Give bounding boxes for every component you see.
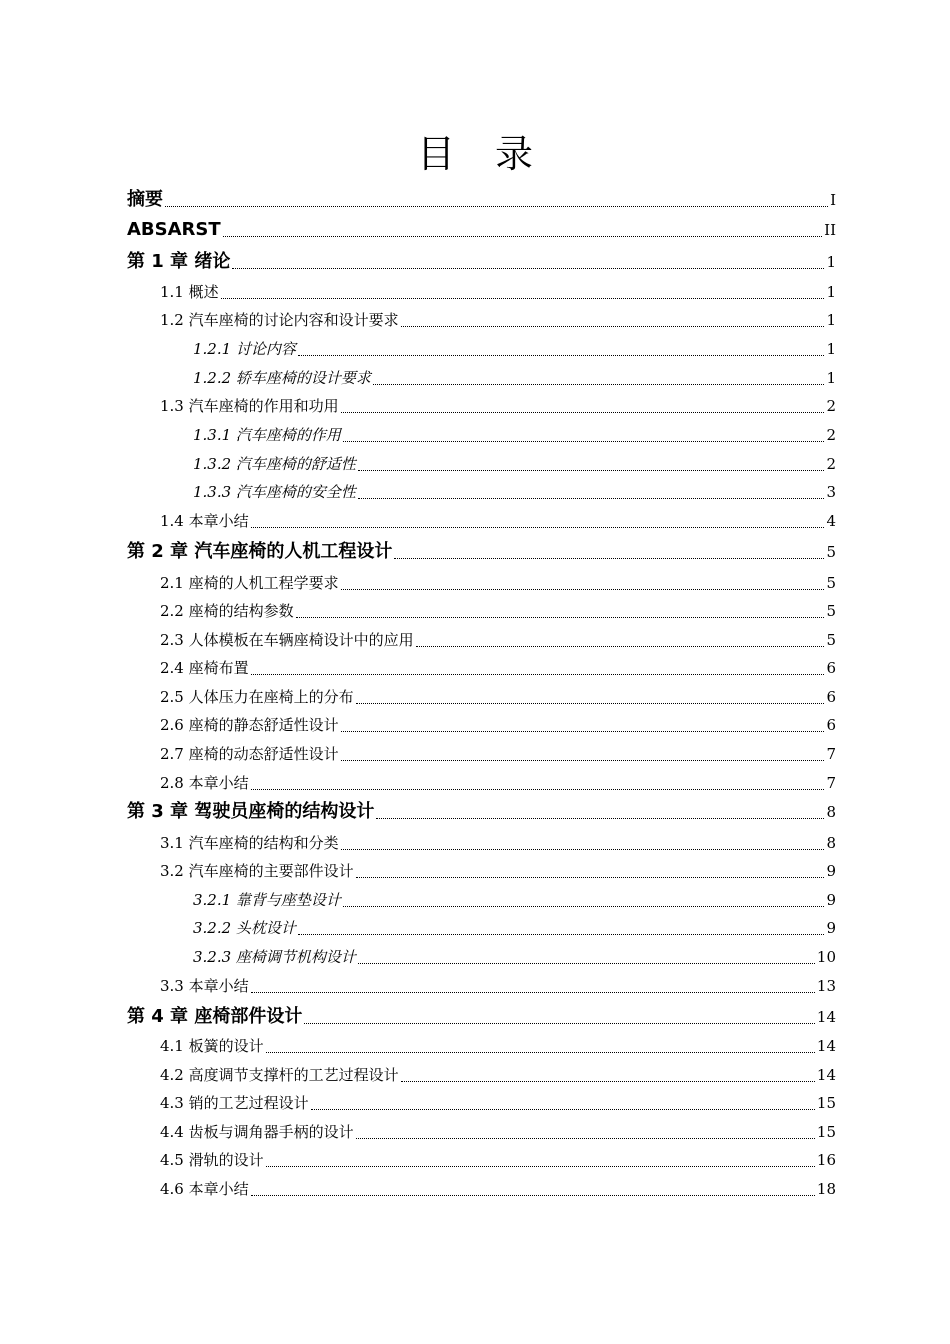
toc-entry-page-number: 9 xyxy=(826,891,836,909)
toc-entry-label: 2.3 人体模板在车辆座椅设计中的应用 xyxy=(160,631,414,649)
toc-entry[interactable] xyxy=(160,829,836,857)
toc-title: 目 录 xyxy=(416,132,548,176)
toc-entry-page-number: 6 xyxy=(826,659,836,677)
toc-entry-page-number: I xyxy=(830,191,836,209)
toc-entry-page-number: 1 xyxy=(826,340,836,358)
dot-leader xyxy=(356,1138,815,1139)
toc-entry-label: 3.2.1 靠背与座垫设计 xyxy=(193,891,341,909)
toc-entry[interactable] xyxy=(160,306,836,334)
toc-entry-page-number: 9 xyxy=(826,862,836,880)
dot-leader xyxy=(341,849,825,850)
toc-entry[interactable] xyxy=(193,450,836,478)
dot-leader xyxy=(223,236,822,237)
toc-entry[interactable] xyxy=(160,507,836,535)
toc-entry-page-number: II xyxy=(824,221,836,239)
toc-entry-label: 2.1 座椅的人机工程学要求 xyxy=(160,574,339,592)
toc-entry-page-number: 5 xyxy=(826,631,836,649)
toc-entry-label: 1.1 概述 xyxy=(160,283,219,301)
dot-leader xyxy=(266,1052,815,1053)
toc-entry[interactable] xyxy=(193,478,836,506)
toc-entry[interactable] xyxy=(193,364,836,392)
toc-entry[interactable] xyxy=(193,943,836,971)
toc-entry[interactable] xyxy=(160,972,836,1000)
dot-leader xyxy=(296,617,825,618)
toc-entry-label: 第 2 章 汽车座椅的人机工程设计 xyxy=(127,541,393,562)
toc-entry[interactable] xyxy=(127,216,836,244)
toc-entry-page-number: 13 xyxy=(816,977,836,995)
toc-entry-label: 4.3 销的工艺过程设计 xyxy=(160,1094,309,1112)
dot-leader xyxy=(401,1081,815,1082)
toc-entry[interactable] xyxy=(160,711,836,739)
toc-entry-label: 2.8 本章小结 xyxy=(160,774,249,792)
dot-leader xyxy=(298,355,825,356)
toc-entry-page-number: 18 xyxy=(816,1180,836,1198)
dot-leader xyxy=(298,934,825,935)
toc-entry[interactable] xyxy=(160,392,836,420)
toc-entry[interactable] xyxy=(160,1175,836,1203)
toc-entry[interactable] xyxy=(127,1003,836,1031)
dot-leader xyxy=(341,589,825,590)
toc-entry-page-number: 6 xyxy=(826,688,836,706)
toc-entry-label: 1.4 本章小结 xyxy=(160,512,249,530)
toc-entry-page-number: 5 xyxy=(826,543,836,561)
toc-entry-label: 3.2.2 头枕设计 xyxy=(193,919,296,937)
toc-entry[interactable] xyxy=(160,597,836,625)
toc-entry-label: 4.6 本章小结 xyxy=(160,1180,249,1198)
toc-entry-label: 1.3.2 汽车座椅的舒适性 xyxy=(193,455,356,473)
toc-entry-label: 4.4 齿板与调角器手柄的设计 xyxy=(160,1123,354,1141)
dot-leader xyxy=(251,789,825,790)
dot-leader xyxy=(394,558,824,559)
toc-entry[interactable] xyxy=(160,1118,836,1146)
toc-entry[interactable] xyxy=(127,248,836,276)
toc-entry-label: 1.3.3 汽车座椅的安全性 xyxy=(193,483,356,501)
dot-leader xyxy=(356,703,825,704)
dot-leader xyxy=(251,527,825,528)
dot-leader xyxy=(373,384,825,385)
toc-entry-label: 1.2.1 讨论内容 xyxy=(193,340,296,358)
dot-leader xyxy=(341,412,825,413)
toc-entry-page-number: 1 xyxy=(826,311,836,329)
dot-leader xyxy=(356,877,825,878)
dot-leader xyxy=(416,646,825,647)
dot-leader xyxy=(311,1109,815,1110)
dot-leader xyxy=(358,470,825,471)
toc-entry-page-number: 15 xyxy=(816,1123,836,1141)
toc-entry-label: 1.3 汽车座椅的作用和功用 xyxy=(160,397,339,415)
toc-entry-page-number: 6 xyxy=(826,716,836,734)
toc-entry-label: 3.1 汽车座椅的结构和分类 xyxy=(160,834,339,852)
dot-leader xyxy=(232,268,824,269)
toc-entry[interactable] xyxy=(160,857,836,885)
toc-entry-label: 摘要 xyxy=(127,189,163,210)
toc-entry-label: 1.2 汽车座椅的讨论内容和设计要求 xyxy=(160,311,399,329)
toc-entry-label: 4.5 滑轨的设计 xyxy=(160,1151,264,1169)
toc-entry-label: 第 1 章 绪论 xyxy=(127,251,231,272)
toc-entry[interactable] xyxy=(160,1061,836,1089)
toc-entry-page-number: 9 xyxy=(826,919,836,937)
toc-entry-label: 4.1 板簧的设计 xyxy=(160,1037,264,1055)
toc-entry-label: 第 3 章 驾驶员座椅的结构设计 xyxy=(127,801,375,822)
toc-entry-page-number: 2 xyxy=(826,455,836,473)
toc-entry-label: 2.4 座椅布置 xyxy=(160,659,249,677)
dot-leader xyxy=(401,326,825,327)
toc-entry-label: 3.2 汽车座椅的主要部件设计 xyxy=(160,862,354,880)
toc-entry-page-number: 2 xyxy=(826,397,836,415)
toc-entry-page-number: 8 xyxy=(826,834,836,852)
dot-leader xyxy=(221,298,825,299)
toc-entry[interactable] xyxy=(160,740,836,768)
toc-entry[interactable] xyxy=(160,626,836,654)
dot-leader xyxy=(341,760,825,761)
dot-leader xyxy=(376,818,824,819)
toc-entry[interactable] xyxy=(193,914,836,942)
dot-leader xyxy=(251,674,825,675)
toc-entry[interactable] xyxy=(160,683,836,711)
toc-entry-label: 2.5 人体压力在座椅上的分布 xyxy=(160,688,354,706)
toc-entry-label: 1.2.2 轿车座椅的设计要求 xyxy=(193,369,371,387)
toc-entry-page-number: 3 xyxy=(826,483,836,501)
dot-leader xyxy=(266,1166,815,1167)
toc-entry[interactable] xyxy=(160,278,836,306)
toc-entry-label: 2.7 座椅的动态舒适性设计 xyxy=(160,745,339,763)
toc-entry-page-number: 7 xyxy=(826,745,836,763)
toc-entry-page-number: 10 xyxy=(816,948,836,966)
toc-entry[interactable] xyxy=(127,798,836,826)
toc-entry-page-number: 1 xyxy=(826,253,836,271)
toc-entry-label: 2.2 座椅的结构参数 xyxy=(160,602,294,620)
toc-entry[interactable] xyxy=(193,335,836,363)
toc-entry[interactable] xyxy=(160,569,836,597)
toc-entry-label: 4.2 高度调节支撑杆的工艺过程设计 xyxy=(160,1066,399,1084)
toc-entry-page-number: 5 xyxy=(826,602,836,620)
toc-entry-label: 3.3 本章小结 xyxy=(160,977,249,995)
toc-entry[interactable] xyxy=(160,1146,836,1174)
toc-entry[interactable] xyxy=(160,769,836,797)
toc-entry[interactable] xyxy=(160,1032,836,1060)
toc-entry-label: 3.2.3 座椅调节机构设计 xyxy=(193,948,356,966)
dot-leader xyxy=(343,441,825,442)
toc-entry-label: 2.6 座椅的静态舒适性设计 xyxy=(160,716,339,734)
toc-entry-label: ABSARST xyxy=(127,219,221,240)
dot-leader xyxy=(251,992,815,993)
toc-entry-page-number: 8 xyxy=(826,803,836,821)
toc-entry-page-number: 14 xyxy=(816,1008,836,1026)
toc-entry[interactable] xyxy=(193,886,836,914)
toc-entry-page-number: 1 xyxy=(826,369,836,387)
toc-entry-label: 1.3.1 汽车座椅的作用 xyxy=(193,426,341,444)
toc-entry[interactable] xyxy=(127,186,836,214)
toc-entry-page-number: 14 xyxy=(816,1066,836,1084)
dot-leader xyxy=(165,206,828,207)
toc-entry-page-number: 5 xyxy=(826,574,836,592)
dot-leader xyxy=(304,1023,815,1024)
toc-entry-page-number: 15 xyxy=(816,1094,836,1112)
toc-entry-page-number: 7 xyxy=(826,774,836,792)
toc-entry-page-number: 14 xyxy=(816,1037,836,1055)
toc-entry-page-number: 16 xyxy=(816,1151,836,1169)
toc-entry[interactable] xyxy=(193,421,836,449)
toc-entry[interactable] xyxy=(160,1089,836,1117)
toc-entry[interactable] xyxy=(160,654,836,682)
toc-entry[interactable] xyxy=(127,538,836,566)
dot-leader xyxy=(341,731,825,732)
dot-leader xyxy=(343,906,825,907)
toc-entry-page-number: 1 xyxy=(826,283,836,301)
toc-entry-page-number: 4 xyxy=(826,512,836,530)
toc-entry-page-number: 2 xyxy=(826,426,836,444)
dot-leader xyxy=(358,963,815,964)
toc-entry-label: 第 4 章 座椅部件设计 xyxy=(127,1006,303,1027)
dot-leader xyxy=(358,498,825,499)
dot-leader xyxy=(251,1195,815,1196)
